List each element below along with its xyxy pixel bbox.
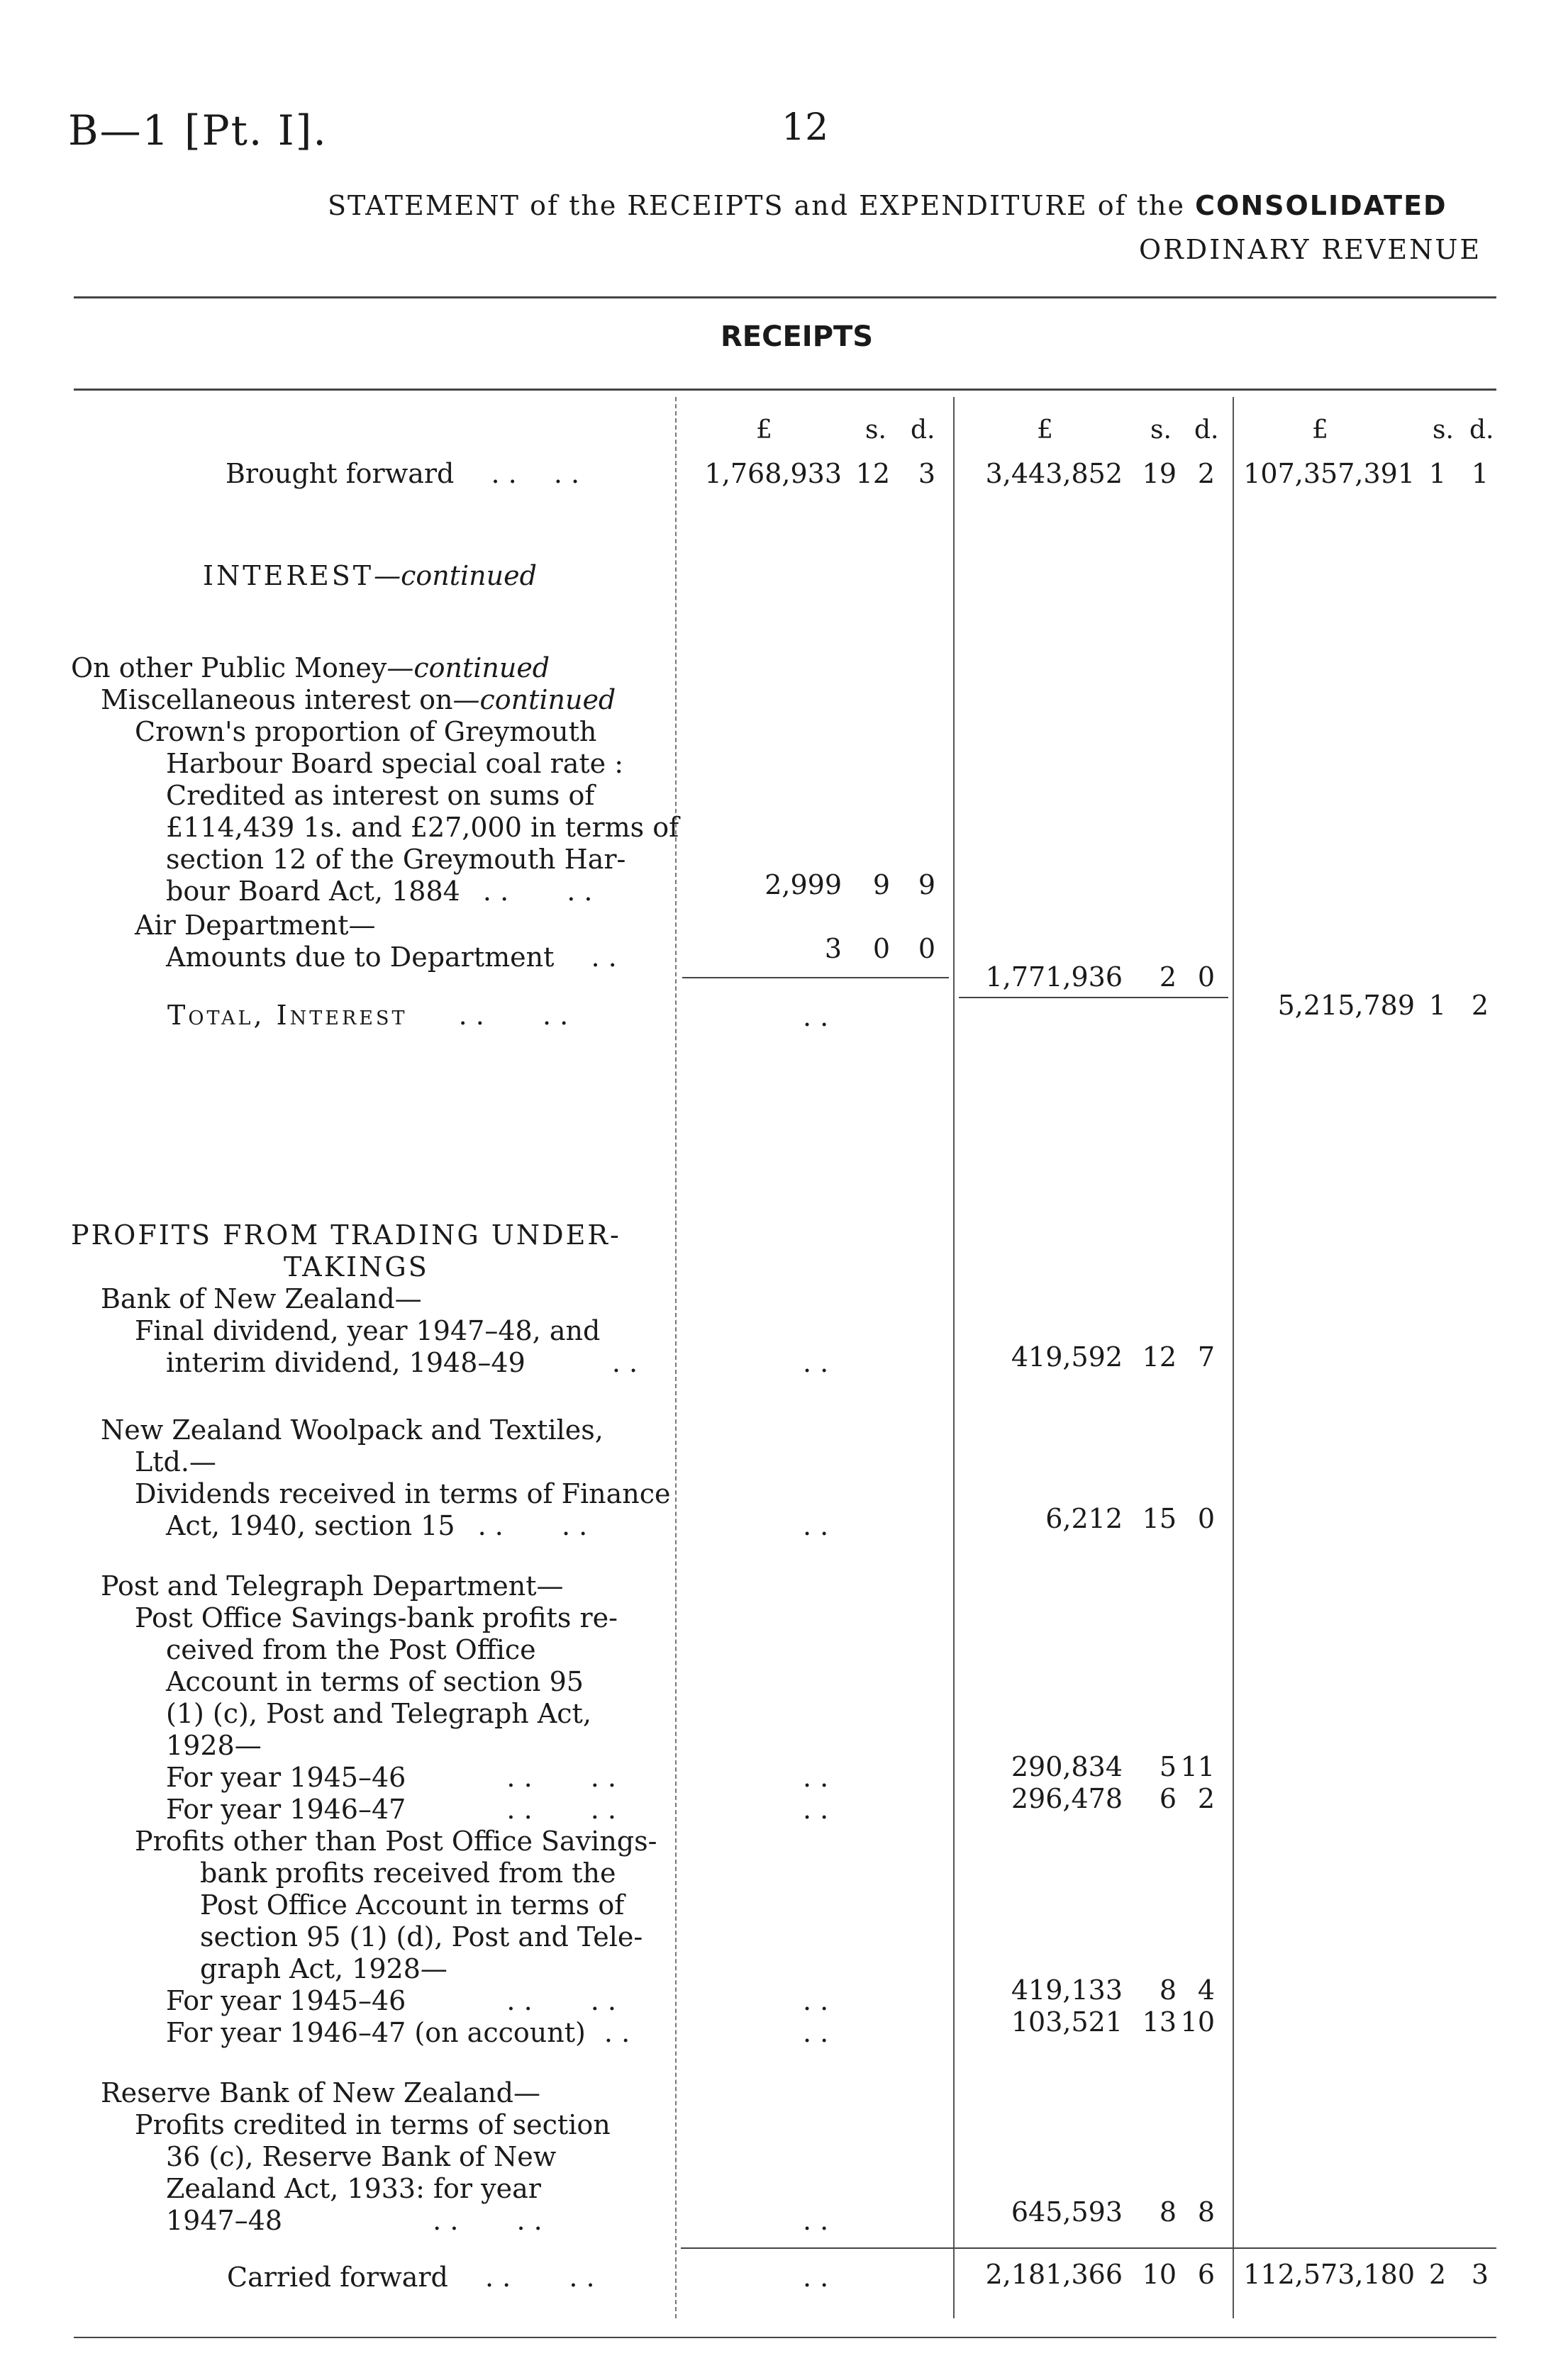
title-line-2: ORDINARY REVENUE	[1139, 234, 1482, 265]
woolpack-pence: 0	[1197, 1503, 1215, 1534]
label-text: Total, Interest	[167, 1000, 408, 1031]
document-reference: B—1 [Pt. I].	[68, 106, 328, 155]
bf-col3-pounds: 107,357,391	[1243, 458, 1415, 489]
leader-dots: . .	[561, 1510, 588, 1541]
leader-dots: . .	[516, 2205, 543, 2236]
bank-pounds: 419,592	[1011, 1341, 1123, 1373]
section-heading: RECEIPTS	[721, 320, 874, 353]
cf-col2-shillings: 10	[1142, 2259, 1177, 2290]
greymouth-pence: 9	[918, 869, 935, 900]
cf-col2-pounds: 2,181,366	[985, 2259, 1123, 2290]
bank-line: Final dividend, year 1947–48, and	[135, 1315, 601, 1346]
leader-dots: . .	[590, 1762, 617, 1793]
savings-4546-shillings: 5	[1159, 1751, 1177, 1782]
leader-dots: . .	[482, 876, 509, 907]
post-savings-line: (1) (c), Post and Telegraph Act,	[166, 1698, 591, 1729]
statement-title	[328, 190, 1447, 221]
post-other-line: Post Office Account in terms of	[200, 1889, 625, 1921]
woolpack-div-line	[166, 1510, 587, 1542]
savings-4546-pounds: 290,834	[1011, 1751, 1123, 1782]
leader-dots: . .	[611, 1347, 638, 1378]
pence-header-2: d.	[1194, 415, 1219, 445]
total-col1-dots: . .	[803, 1001, 829, 1032]
bank-pence: 7	[1197, 1341, 1215, 1373]
other-4647-shillings: 13	[1142, 2006, 1177, 2038]
interest-heading	[203, 560, 537, 592]
misc-interest-line	[101, 684, 616, 716]
reserve-pounds: 645,593	[1011, 2196, 1123, 2228]
bf-col1-pence: 3	[918, 458, 935, 489]
greymouth-shillings: 9	[872, 869, 890, 900]
leader-dots: . .	[458, 1000, 484, 1031]
leader-dots: . .	[590, 1985, 617, 2016]
line-text: bour Board Act, 1884	[166, 876, 460, 907]
savings-4647-pounds: 296,478	[1011, 1783, 1123, 1814]
profits-heading-2: TAKINGS	[284, 1251, 429, 1283]
public-money-line	[71, 652, 550, 684]
line-suffix: —continued	[387, 652, 550, 683]
post-telegraph-heading: Post and Telegraph Department—	[101, 1570, 564, 1602]
other-4647-col1-dots: . .	[803, 2017, 829, 2048]
bf-col3-shillings: 1	[1428, 458, 1446, 489]
column-divider-3	[1233, 397, 1234, 2318]
leader-dots: . .	[506, 1985, 533, 2016]
rule-section	[74, 389, 1496, 391]
post-other-line: graph Act, 1928—	[200, 1953, 447, 1984]
line-text: Act, 1940, section 15	[166, 1510, 455, 1541]
cf-col3-pounds: 112,573,180	[1243, 2259, 1415, 2290]
bf-col3-pence: 1	[1471, 458, 1489, 489]
post-savings-line: 1928—	[166, 1730, 262, 1761]
label-text: Brought forward	[226, 458, 455, 489]
profits-heading-1: PROFITS FROM TRADING UNDER-	[71, 1219, 621, 1251]
greymouth-line: section 12 of the Greymouth Har-	[166, 844, 626, 875]
total-interest-pounds: 5,215,789	[1277, 990, 1415, 1021]
reserve-pence: 8	[1197, 2196, 1215, 2228]
air-shillings: 0	[872, 933, 890, 964]
leader-dots: . .	[484, 2262, 511, 2293]
bf-col2-pounds: 3,443,852	[985, 458, 1123, 489]
leader-dots: . .	[491, 458, 517, 489]
total-interest-label	[167, 1000, 568, 1032]
line-text: 1947–48	[166, 2205, 283, 2236]
line-text: For year 1945–46	[166, 1985, 406, 2016]
reserve-line: Zealand Act, 1933: for year	[166, 2173, 541, 2204]
leader-dots: . .	[604, 2017, 630, 2048]
post-savings-line: Post Office Savings-bank profits re-	[135, 1602, 618, 1633]
cf-col3-pence: 3	[1471, 2259, 1489, 2290]
shilling-header-3: s.	[1433, 415, 1454, 445]
other-4546-shillings: 8	[1159, 1974, 1177, 2006]
leader-dots: . .	[590, 1794, 617, 1825]
other-4546-col1-dots: . .	[803, 1985, 829, 2016]
post-other-line: section 95 (1) (d), Post and Tele-	[200, 1921, 643, 1952]
bank-shillings: 12	[1142, 1341, 1177, 1373]
other-year-4647	[166, 2017, 630, 2049]
other-4647-pence: 10	[1180, 2006, 1215, 2038]
interest-subtotal-pounds: 1,771,936	[985, 961, 1123, 993]
savings-4647-col1-dots: . .	[803, 1794, 829, 1825]
other-4647-pounds: 103,521	[1011, 2006, 1123, 2038]
savings-4546-col1-dots: . .	[803, 1762, 829, 1793]
woolpack-pounds: 6,212	[1045, 1503, 1123, 1534]
pound-header-1: £	[756, 415, 772, 445]
heading-text: INTEREST	[203, 560, 374, 591]
bf-col2-shillings: 19	[1142, 458, 1177, 489]
cf-col1-dots: . .	[803, 2262, 829, 2293]
cf-col2-pence: 6	[1197, 2259, 1215, 2290]
savings-year-4647	[166, 1794, 616, 1826]
woolpack-div-line: Dividends received in terms of Finance	[135, 1478, 671, 1509]
label-text: Carried forward	[227, 2262, 448, 2293]
air-department-line: Air Department—	[135, 910, 376, 941]
leader-dots: . .	[433, 2205, 459, 2236]
reserve-col1-dots: . .	[803, 2205, 829, 2236]
rule-bottom	[74, 2337, 1496, 2338]
greymouth-line	[166, 876, 593, 907]
bf-col2-pence: 2	[1197, 458, 1215, 489]
line-text: Miscellaneous interest on	[101, 684, 453, 715]
interest-subtotal-pence: 0	[1197, 961, 1215, 993]
savings-4647-shillings: 6	[1159, 1783, 1177, 1814]
line-text: interim dividend, 1948–49	[166, 1347, 526, 1378]
title-line-1: STATEMENT of the RECEIPTS and EXPENDITURE of the	[328, 190, 1186, 221]
post-other-line: Profits other than Post Office Savings-	[135, 1826, 657, 1857]
bank-line	[166, 1347, 638, 1379]
reserve-bank-heading: Reserve Bank of New Zealand—	[101, 2077, 540, 2108]
reserve-shillings: 8	[1159, 2196, 1177, 2228]
other-4546-pence: 4	[1197, 1974, 1215, 2006]
shilling-header-1: s.	[865, 415, 886, 445]
leader-dots: . .	[567, 876, 593, 907]
post-savings-line: ceived from the Post Office	[166, 1634, 536, 1665]
leader-dots: . .	[553, 458, 580, 489]
woolpack-col1-dots: . .	[803, 1510, 829, 1541]
savings-4647-pence: 2	[1197, 1783, 1215, 1814]
leader-dots: . .	[506, 1762, 533, 1793]
pence-header-1: d.	[911, 415, 935, 445]
greymouth-line: Credited as interest on sums of	[166, 780, 595, 811]
reserve-line: Profits credited in terms of section	[135, 2109, 611, 2140]
heading-suffix: —continued	[374, 560, 537, 591]
line-text: For year 1946–47	[166, 1794, 406, 1825]
subtotal-rule-2	[959, 997, 1228, 998]
reserve-line: 36 (c), Reserve Bank of New	[166, 2141, 557, 2172]
bf-col1-shillings: 12	[855, 458, 890, 489]
air-amounts-line	[166, 942, 617, 973]
leader-dots: . .	[506, 1794, 533, 1825]
leader-dots: . .	[542, 1000, 569, 1031]
savings-year-4546	[166, 1762, 616, 1794]
post-other-line: bank profits received from the	[200, 1857, 616, 1889]
cf-col3-shillings: 2	[1428, 2259, 1446, 2290]
shilling-header-2: s.	[1150, 415, 1172, 445]
woolpack-line: Ltd.—	[135, 1446, 216, 1477]
woolpack-shillings: 15	[1142, 1503, 1177, 1534]
page-number: 12	[782, 106, 829, 149]
leader-dots: . .	[591, 942, 617, 973]
carried-forward-label	[227, 2262, 595, 2294]
reserve-line	[166, 2205, 543, 2237]
pound-header-3: £	[1312, 415, 1328, 445]
leader-dots: . .	[477, 1510, 504, 1541]
bank-nz-line: Bank of New Zealand—	[101, 1283, 422, 1314]
air-pounds: 3	[824, 933, 842, 964]
brought-forward-label	[226, 458, 579, 490]
total-interest-pence: 2	[1471, 990, 1489, 1021]
line-text: Amounts due to Department	[166, 942, 555, 973]
woolpack-line: New Zealand Woolpack and Textiles,	[101, 1414, 604, 1446]
air-pence: 0	[918, 933, 935, 964]
title-bold: CONSOLIDATED	[1195, 190, 1447, 221]
line-text: On other Public Money	[71, 652, 387, 683]
interest-subtotal-shillings: 2	[1159, 961, 1177, 993]
pound-header-2: £	[1037, 415, 1053, 445]
greymouth-line: Crown's proportion of Greymouth	[135, 716, 597, 747]
rule-top	[74, 296, 1496, 298]
total-interest-shillings: 1	[1428, 990, 1446, 1021]
line-text: For year 1946–47 (on account)	[166, 2017, 586, 2048]
leader-dots: . .	[569, 2262, 595, 2293]
post-savings-line: Account in terms of section 95	[166, 1666, 584, 1697]
bf-col1-pounds: 1,768,933	[704, 458, 842, 489]
bank-col1-dots: . .	[803, 1347, 829, 1378]
column-divider-2	[953, 397, 955, 2318]
other-4546-pounds: 419,133	[1011, 1974, 1123, 2006]
column-divider-1	[675, 397, 677, 2318]
line-text: For year 1945–46	[166, 1762, 406, 1793]
savings-4546-pence: 11	[1180, 1751, 1215, 1782]
line-suffix: —continued	[452, 684, 616, 715]
greymouth-pounds: 2,999	[764, 869, 842, 900]
carried-forward-rule	[681, 2247, 1496, 2249]
greymouth-line: Harbour Board special coal rate :	[166, 748, 624, 779]
other-year-4546	[166, 1985, 616, 2017]
subtotal-rule-1	[682, 977, 949, 978]
greymouth-line: £114,439 1s. and £27,000 in terms of	[166, 812, 679, 843]
pence-header-3: d.	[1469, 415, 1494, 445]
